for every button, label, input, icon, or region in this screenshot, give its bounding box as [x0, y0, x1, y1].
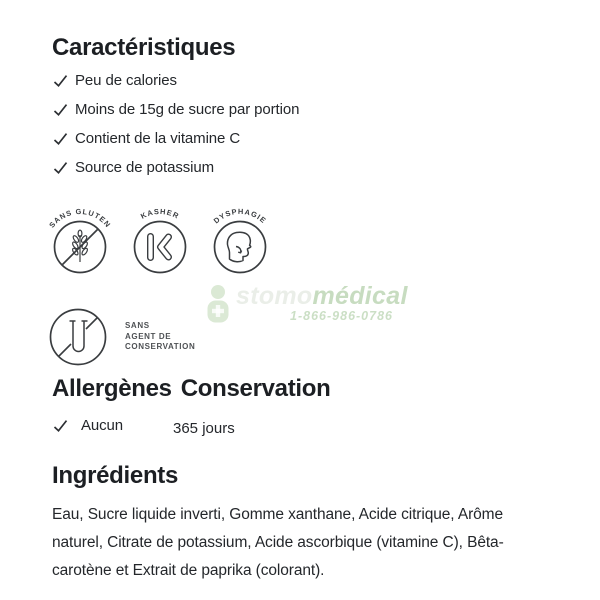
- feature-label: Contient de la vitamine C: [75, 130, 241, 147]
- preservative-free-line: AGENT DE: [125, 331, 172, 341]
- watermark-brand-prefix: stomo: [236, 282, 313, 310]
- ingredients-line: carotène et Extrait de paprika (colorant).: [52, 562, 325, 579]
- kosher-k-icon: [120, 199, 200, 279]
- stomomedical-watermark: [203, 282, 408, 325]
- head-swallow-icon: [200, 199, 280, 279]
- svg-text:DYSPHAGIE: [212, 207, 269, 225]
- kosher-badge: [120, 199, 200, 279]
- wheat-crossed-icon: [40, 199, 120, 279]
- feature-item: [52, 153, 299, 182]
- allergens-conservation-headers: [52, 374, 331, 404]
- allergens-conservation-values: [52, 414, 235, 437]
- badge-label: KASHER: [139, 206, 181, 221]
- allergens-title: Allergènes: [52, 375, 172, 402]
- badge-label: SANS GLUTEN: [47, 206, 113, 230]
- svg-text:SANS GLUTEN: [47, 207, 113, 230]
- ingredients-paragraph: [52, 501, 504, 585]
- checkmark-icon: [52, 417, 69, 434]
- watermark-phone: 1-866-986-0786: [290, 309, 393, 323]
- preservative-free-label: [125, 321, 195, 353]
- ingredients-line: Eau, Sucre liquide inverti, Gomme xanthane, Acide citrique, Arôme: [52, 506, 503, 523]
- watermark-brand-suffix: médical: [312, 282, 408, 310]
- conservation-title: Conservation: [180, 375, 331, 402]
- ingredients-title: Ingrédients: [52, 462, 179, 489]
- allergens-value: Aucun: [81, 417, 124, 434]
- ingredients-line: naturel, Citrate de potassium, Acide ascorbique (vitamine C), Bêta-: [52, 534, 504, 551]
- conservation-value: 365 jours: [173, 420, 235, 437]
- checkmark-icon: [52, 72, 69, 89]
- badge-label: DYSPHAGIE: [211, 206, 269, 226]
- diet-badges-row: [40, 199, 280, 279]
- feature-label: Peu de calories: [75, 72, 177, 89]
- preservative-free-line: SANS: [125, 321, 150, 331]
- feature-item: [52, 124, 299, 153]
- feature-label: Moins de 15g de sucre par portion: [75, 101, 300, 118]
- caracteristiques-title: Caractéristiques: [52, 34, 236, 61]
- features-checklist: [52, 66, 299, 182]
- dysphagia-badge: [200, 199, 280, 279]
- feature-label: Source de potassium: [75, 159, 215, 176]
- watermark-brand: [236, 283, 408, 310]
- checkmark-icon: [52, 101, 69, 118]
- feature-item: [52, 95, 299, 124]
- checkmark-icon: [52, 130, 69, 147]
- allergens-value-cell: [52, 414, 173, 437]
- checkmark-icon: [52, 159, 69, 176]
- preservative-free-line: CONSERVATION: [125, 342, 196, 352]
- mascot-icon: [203, 284, 233, 324]
- test-tube-crossed-icon: [47, 306, 109, 368]
- svg-text:KASHER: [139, 207, 181, 221]
- gluten-free-badge: [40, 199, 120, 279]
- feature-item: [52, 66, 299, 95]
- preservative-free-badge: [47, 306, 195, 368]
